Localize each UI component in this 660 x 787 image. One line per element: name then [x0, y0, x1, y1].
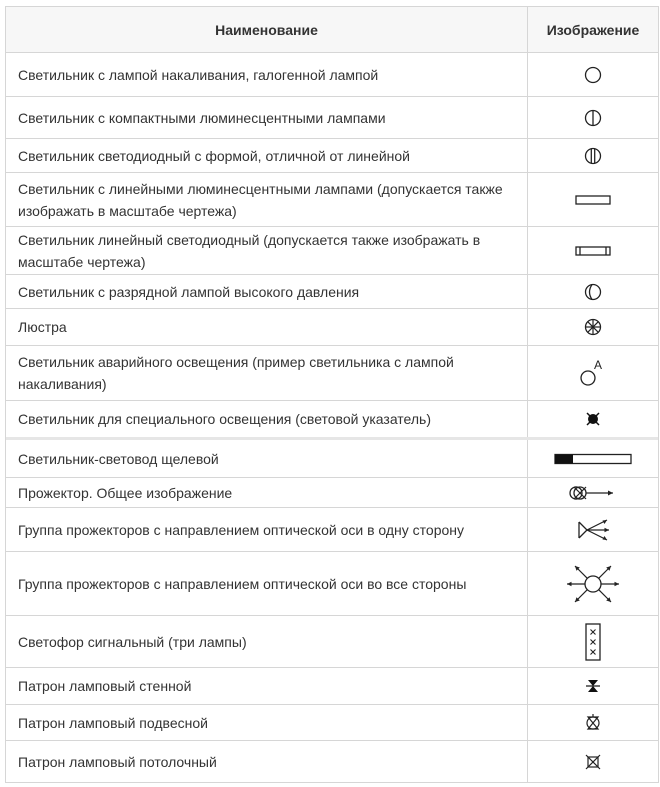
- pendant-socket-icon: [583, 713, 603, 733]
- row-label: Светильник с разрядной лампой высокого давления: [6, 275, 528, 308]
- table-row: [6, 52, 658, 96]
- row-label: Светильник с линейными люминесцентными лампами (допускается также изображать в масштабе чертежа): [6, 173, 528, 226]
- rectangle-end-lines-icon: [573, 243, 613, 259]
- projector-group-all-ways-icon: [561, 554, 625, 614]
- row-label: Светильник-световод щелевой: [6, 440, 528, 477]
- circle-arc-icon: [581, 280, 605, 304]
- table-row: [6, 400, 658, 437]
- row-label: Светофор сигнальный (три лампы): [6, 616, 528, 667]
- table-row: [6, 274, 658, 308]
- row-label: Группа прожекторов с направлением оптической оси в одну сторону: [6, 508, 528, 551]
- table-row: [6, 308, 658, 345]
- row-label: Светильник линейный светодиодный (допускается также изображать в масштабе чертежа): [6, 227, 528, 274]
- table-row: [6, 138, 658, 172]
- row-label: Люстра: [6, 309, 528, 345]
- header-image: Изображение: [546, 21, 640, 38]
- table-row: [6, 551, 658, 615]
- circle-icon: [581, 63, 605, 87]
- circle-two-lines-icon: [581, 144, 605, 168]
- row-label: Светильник светодиодный с формой, отличной от линейной: [6, 139, 528, 172]
- row-label: Патрон ламповый стенной: [6, 668, 528, 704]
- table-row: [6, 96, 658, 138]
- light-guide-icon: [553, 451, 633, 467]
- filled-star-circle-icon: [581, 407, 605, 431]
- projector-group-one-way-icon: [571, 512, 615, 548]
- row-label: Светильник с компактными люминесцентными лампами: [6, 97, 528, 138]
- row-label: Группа прожекторов с направлением оптической оси во все стороны: [6, 552, 528, 615]
- table-row: [6, 667, 658, 704]
- circle-cross-icon: [581, 315, 605, 339]
- header-name: Наименование: [6, 7, 528, 52]
- ceiling-socket-icon: [583, 752, 603, 772]
- row-label: Прожектор. Общее изображение: [6, 478, 528, 507]
- symbols-table: [5, 6, 659, 783]
- wall-socket-icon: [583, 676, 603, 696]
- table-row: [6, 345, 658, 400]
- circle-a-icon: [578, 356, 608, 390]
- projector-icon: [567, 481, 619, 505]
- row-label: Патрон ламповый подвесной: [6, 705, 528, 740]
- table-header: [6, 7, 658, 52]
- icon-letter: A: [594, 358, 603, 372]
- row-label: Патрон ламповый потолочный: [6, 741, 528, 782]
- row-label: Светильник для специального освещения (световой указатель): [6, 401, 528, 437]
- row-label: Светильник аварийного освещения (пример светильника с лампой накаливания): [6, 346, 528, 400]
- table-row: [6, 477, 658, 507]
- table-row: [6, 507, 658, 551]
- traffic-light-icon: [583, 622, 603, 662]
- table-row: [6, 226, 658, 274]
- table-row: [6, 740, 658, 782]
- table-row: [6, 704, 658, 740]
- circle-vertical-line-icon: [581, 106, 605, 130]
- table-row: [6, 172, 658, 226]
- table-row: [6, 437, 658, 477]
- rectangle-icon: [573, 192, 613, 208]
- table-row: [6, 615, 658, 667]
- row-label: Светильник с лампой накаливания, галогенной лампой: [6, 53, 528, 96]
